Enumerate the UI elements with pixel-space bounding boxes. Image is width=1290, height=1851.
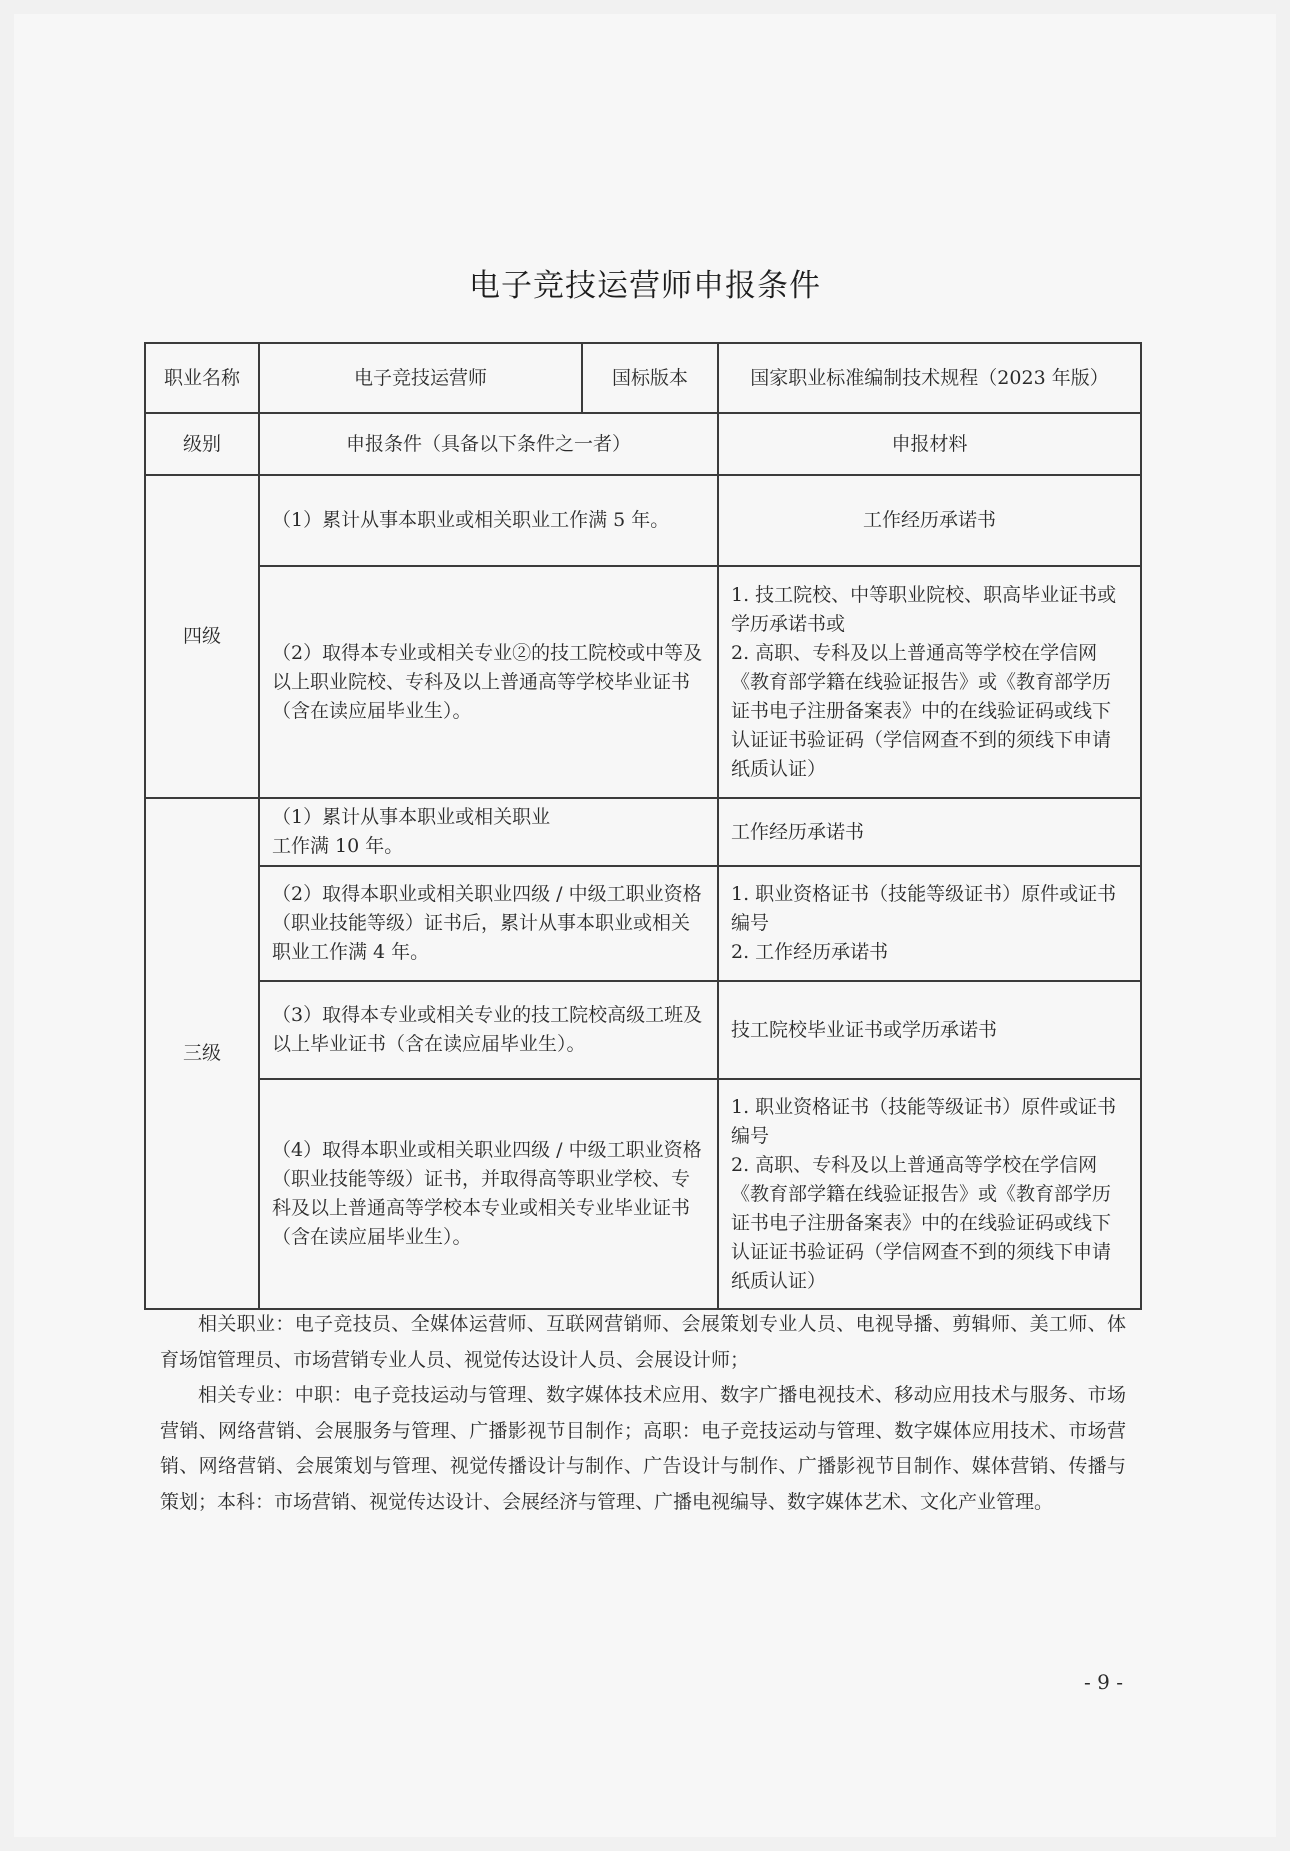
condition-text: （1）累计从事本职业或相关职业工作满 5 年。 (259, 475, 718, 566)
material-text: 技工院校毕业证书或学历承诺书 (718, 981, 1141, 1079)
occupation-label: 职业名称 (145, 343, 259, 413)
standard-value: 国家职业标准编制技术规程（2023 年版） (718, 343, 1141, 413)
notes-section (160, 1307, 1126, 1520)
related-occupations-note: 相关职业：电子竞技员、全媒体运营师、互联网营销师、会展策划专业人员、电视导播、剪辑师、美工师、体育场馆管理员、市场营销专业人员、视觉传达设计人员、会展设计师； (160, 1313, 1126, 1371)
level-four-label: 四级 (145, 475, 259, 798)
conditions-table (144, 342, 1142, 1310)
related-majors-note: 相关专业：中职：电子竞技运动与管理、数字媒体技术应用、数字广播电视技术、移动应用技术与服务、市场营销、网络营销、会展服务与管理、广播影视节目制作；高职：电子竞技运动与管理、数字媒体应用技术、市场营销、网络营销、会展策划与管理、视觉传播设计与制作、广告设计与制作、广播影视节目制作、媒体营销、传播与策划；本科：市场营销、视觉传达设计、会展经济与管理、广播电视编导、数字媒体艺术、文化产业管理。 (160, 1384, 1126, 1513)
material-text: 工作经历承诺书 (718, 798, 1141, 866)
table-row (145, 1079, 1141, 1309)
level-column-header: 级别 (145, 413, 259, 475)
materials-column-header: 申报材料 (718, 413, 1141, 475)
page-number: - 9 - (1084, 1670, 1123, 1694)
condition-text: （3）取得本专业或相关专业的技工院校高级工班及以上毕业证书（含在读应届毕业生）。 (259, 981, 718, 1079)
material-text: 1. 技工院校、中等职业院校、职高毕业证书或学历承诺书或 2. 高职、专科及以上普通高等学校在学信网《教育部学籍在线验证报告》或《教育部学历证书电子注册备案表》中的在线验证码或线下认证证书验证码（学信网查不到的须线下申请纸质认证） (718, 566, 1141, 798)
condition-text: （4）取得本职业或相关职业四级 / 中级工职业资格（职业技能等级）证书，并取得高等职业学校、专科及以上普通高等学校本专业或相关专业毕业证书（含在读应届毕业生）。 (259, 1079, 718, 1309)
condition-text: （2）取得本职业或相关职业四级 / 中级工职业资格（职业技能等级）证书后，累计从事本职业或相关职业工作满 4 年。 (259, 866, 718, 981)
table-row (145, 798, 1141, 866)
page-title: 电子竞技运营师申报条件 (469, 268, 821, 304)
table-row (145, 981, 1141, 1079)
header-row (145, 343, 1141, 413)
conditions-column-header: 申报条件（具备以下条件之一者） (259, 413, 718, 475)
table-row (145, 475, 1141, 566)
level-three-label: 三级 (145, 798, 259, 1309)
condition-text: （2）取得本专业或相关专业②的技工院校或中等及以上职业院校、专科及以上普通高等学校毕业证书（含在读应届毕业生）。 (259, 566, 718, 798)
standard-label: 国标版本 (582, 343, 718, 413)
occupation-value: 电子竞技运营师 (259, 343, 582, 413)
material-text: 1. 职业资格证书（技能等级证书）原件或证书编号 2. 工作经历承诺书 (718, 866, 1141, 981)
table-row (145, 866, 1141, 981)
table-row (145, 566, 1141, 798)
material-text: 1. 职业资格证书（技能等级证书）原件或证书编号 2. 高职、专科及以上普通高等学校在学信网《教育部学籍在线验证报告》或《教育部学历证书电子注册备案表》中的在线验证码或线下认证证书验证码（学信网查不到的须线下申请纸质认证） (718, 1079, 1141, 1309)
column-header-row (145, 413, 1141, 475)
material-text: 工作经历承诺书 (718, 475, 1141, 566)
condition-text: （1）累计从事本职业或相关职业 工作满 10 年。 (259, 798, 718, 866)
